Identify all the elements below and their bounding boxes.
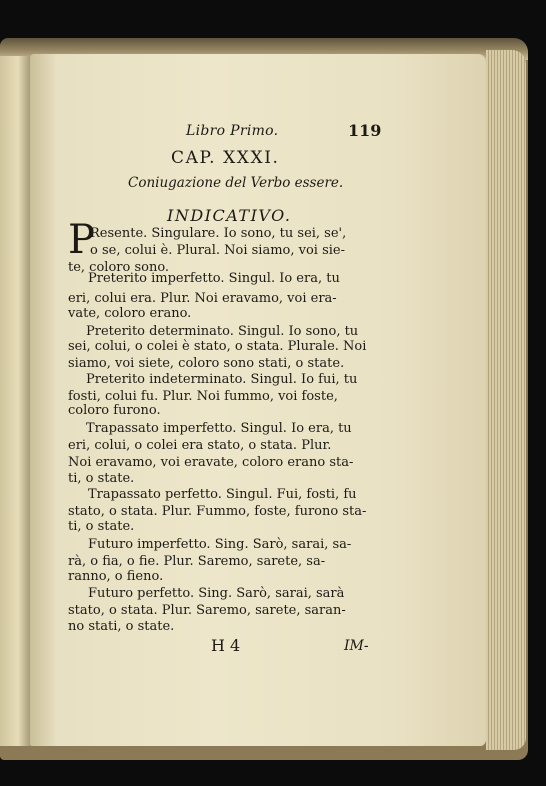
drop-cap: P	[68, 217, 95, 263]
text-line: stato, o stata. Plur. Fummo, foste, furono sta-	[68, 504, 367, 519]
text-line: Preterito imperfetto. Singul. Io era, tu	[88, 271, 340, 286]
text-line: te, coloro sono.	[68, 260, 170, 275]
text-line: stato, o stata. Plur. Saremo, sarete, saran-	[68, 603, 346, 618]
chapter-title: CAP. XXXI.	[171, 148, 280, 168]
section-title: INDICATIVO.	[167, 206, 292, 225]
text-line: ti, o state.	[68, 471, 135, 486]
text-line: Trapassato perfetto. Singul. Fui, fosti, fu	[88, 487, 357, 502]
running-title: Libro Primo.	[186, 123, 279, 139]
text-line: o se, colui è. Plural. Noi siamo, voi sie-	[90, 243, 346, 258]
text-line: coloro furono.	[68, 403, 161, 418]
signature-mark: H 4	[211, 636, 241, 655]
text-line: eri, colui, o colei era stato, o stata. Plur.	[68, 438, 332, 453]
text-line: Resente. Singulare. Io sono, tu sei, se',	[90, 226, 347, 241]
text-line: Preterito determinato. Singul. Io sono, tu	[86, 324, 359, 339]
text-line: ranno, o fieno.	[68, 569, 164, 584]
page-fore-edge	[486, 50, 526, 750]
text-line: siamo, voi siete, coloro sono stati, o state.	[68, 356, 345, 371]
text-line: Futuro imperfetto. Sing. Sarò, sarai, sa-	[88, 537, 352, 552]
text-line: Preterito indeterminato. Singul. Io fui, tu	[86, 372, 358, 387]
text-line: ti, o state.	[68, 519, 135, 534]
text-line: vate, coloro erano.	[68, 306, 192, 321]
text-line: rà, o fia, o fie. Plur. Saremo, sarete, sa-	[68, 554, 326, 569]
text-line: eri, colui era. Plur. Noi eravamo, voi era-	[68, 291, 337, 306]
text-line: Futuro perfetto. Sing. Sarò, sarai, sarà	[88, 586, 345, 601]
text-line: Trapassato imperfetto. Singul. Io era, tu	[86, 421, 352, 436]
chapter-subtitle: Coniugazione del Verbo essere.	[128, 175, 344, 191]
left-page-sliver	[0, 56, 30, 746]
text-line: sei, colui, o colei è stato, o stata. Plurale. Noi	[68, 339, 367, 354]
text-line: Noi eravamo, voi eravate, coloro erano sta-	[68, 455, 354, 470]
catchword: IM-	[344, 638, 369, 654]
text-line: fosti, colui fu. Plur. Noi fummo, voi foste,	[68, 389, 338, 404]
text-line: no stati, o state.	[68, 619, 175, 634]
page-number: 119	[348, 121, 382, 140]
